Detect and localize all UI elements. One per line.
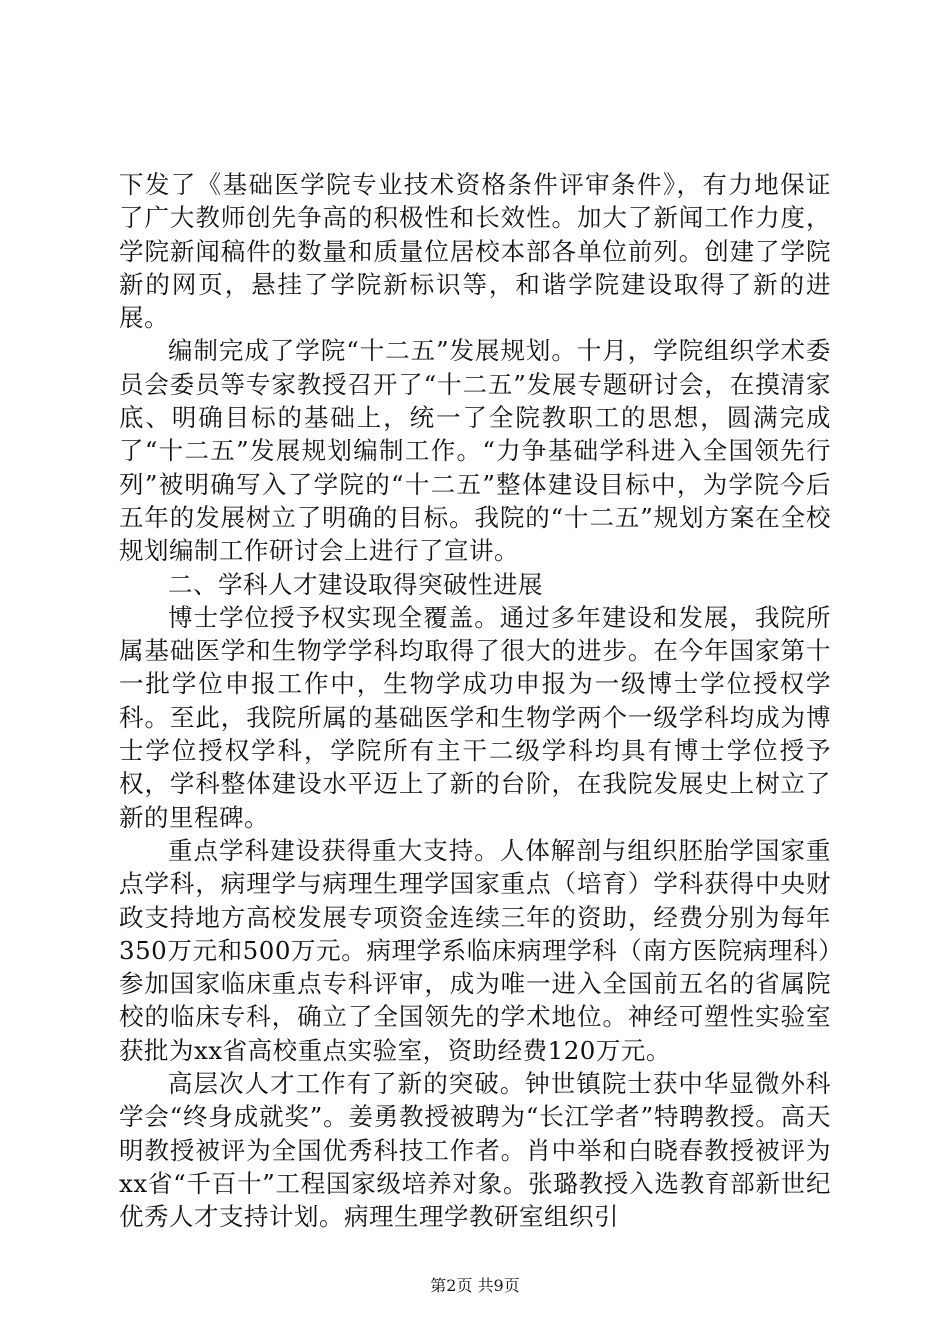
paragraph-4: 重点学科建设获得重大支持。人体解剖与组织胚胎学国家重点学科，病理学与病理生理学国家重点（培育）学科获得中央财政支持地方高校发展专项资金连续三年的资助，经费分别为每年350万元和500万元。病理学系临床病理学科（南方医院病理科）参加国家临床重点专科评审，成为唯一进入全国前五名的省属院校的临床专科，确立了全国领先的学术地位。神经可塑性实验室获批为xx省高校重点实验室，资助经费120万元。 (119, 835, 831, 1065)
section-heading: 二、学科人才建设取得突破性进展 (168, 569, 543, 599)
page-footer (0, 1276, 950, 1296)
page-number: 第2页 共9页 (430, 1276, 520, 1295)
paragraph-1: 下发了《基础医学院专业技术资格条件评审条件》，有力地保证了广大教师创先争高的积极性和长效性。加大了新闻工作力度，学院新闻稿件的数量和质量位居校本部各单位前列。创建了学院新的网页，悬挂了学院新标识等，和谐学院建设取得了新的进展。 (119, 170, 831, 333)
document-body (119, 168, 831, 1234)
paragraph-3: 博士学位授予权实现全覆盖。通过多年建设和发展，我院所属基础医学和生物学学科均取得了很大的进步。在今年国家第十一批学位申报工作中，生物学成功申报为一级博士学位授权学科。至此，我院所属的基础医学和生物学两个一级学科均成为博士学位授权学科，学院所有主干二级学科均具有博士学位授予权，学科整体建设水平迈上了新的台阶，在我院发展史上树立了新的里程碑。 (119, 602, 831, 832)
paragraph-2: 编制完成了学院“十二五”发展规划。十月，学院组织学术委员会委员等专家教授召开了“十二五”发展专题研讨会，在摸清家底、明确目标的基础上，统一了全院教职工的思想，圆满完成了“十二五”发展规划编制工作。“力争基础学科进入全国领先行列”被明确写入了学院的“十二五”整体建设目标中，为学院今后五年的发展树立了明确的目标。我院的“十二五”规划方案在全校规划编制工作研讨会上进行了宣讲。 (119, 336, 831, 566)
paragraph-5: 高层次人才工作有了新的突破。钟世镇院士获中华显微外科学会“终身成就奖”。姜勇教授被聘为“长江学者”特聘教授。高天明教授被评为全国优秀科技工作者。肖中举和白晓春教授被评为xx省“千百十”工程国家级培养对象。张璐教授入选教育部新世纪优秀人才支持计划。病理生理学教研室组织引 (119, 1069, 831, 1232)
